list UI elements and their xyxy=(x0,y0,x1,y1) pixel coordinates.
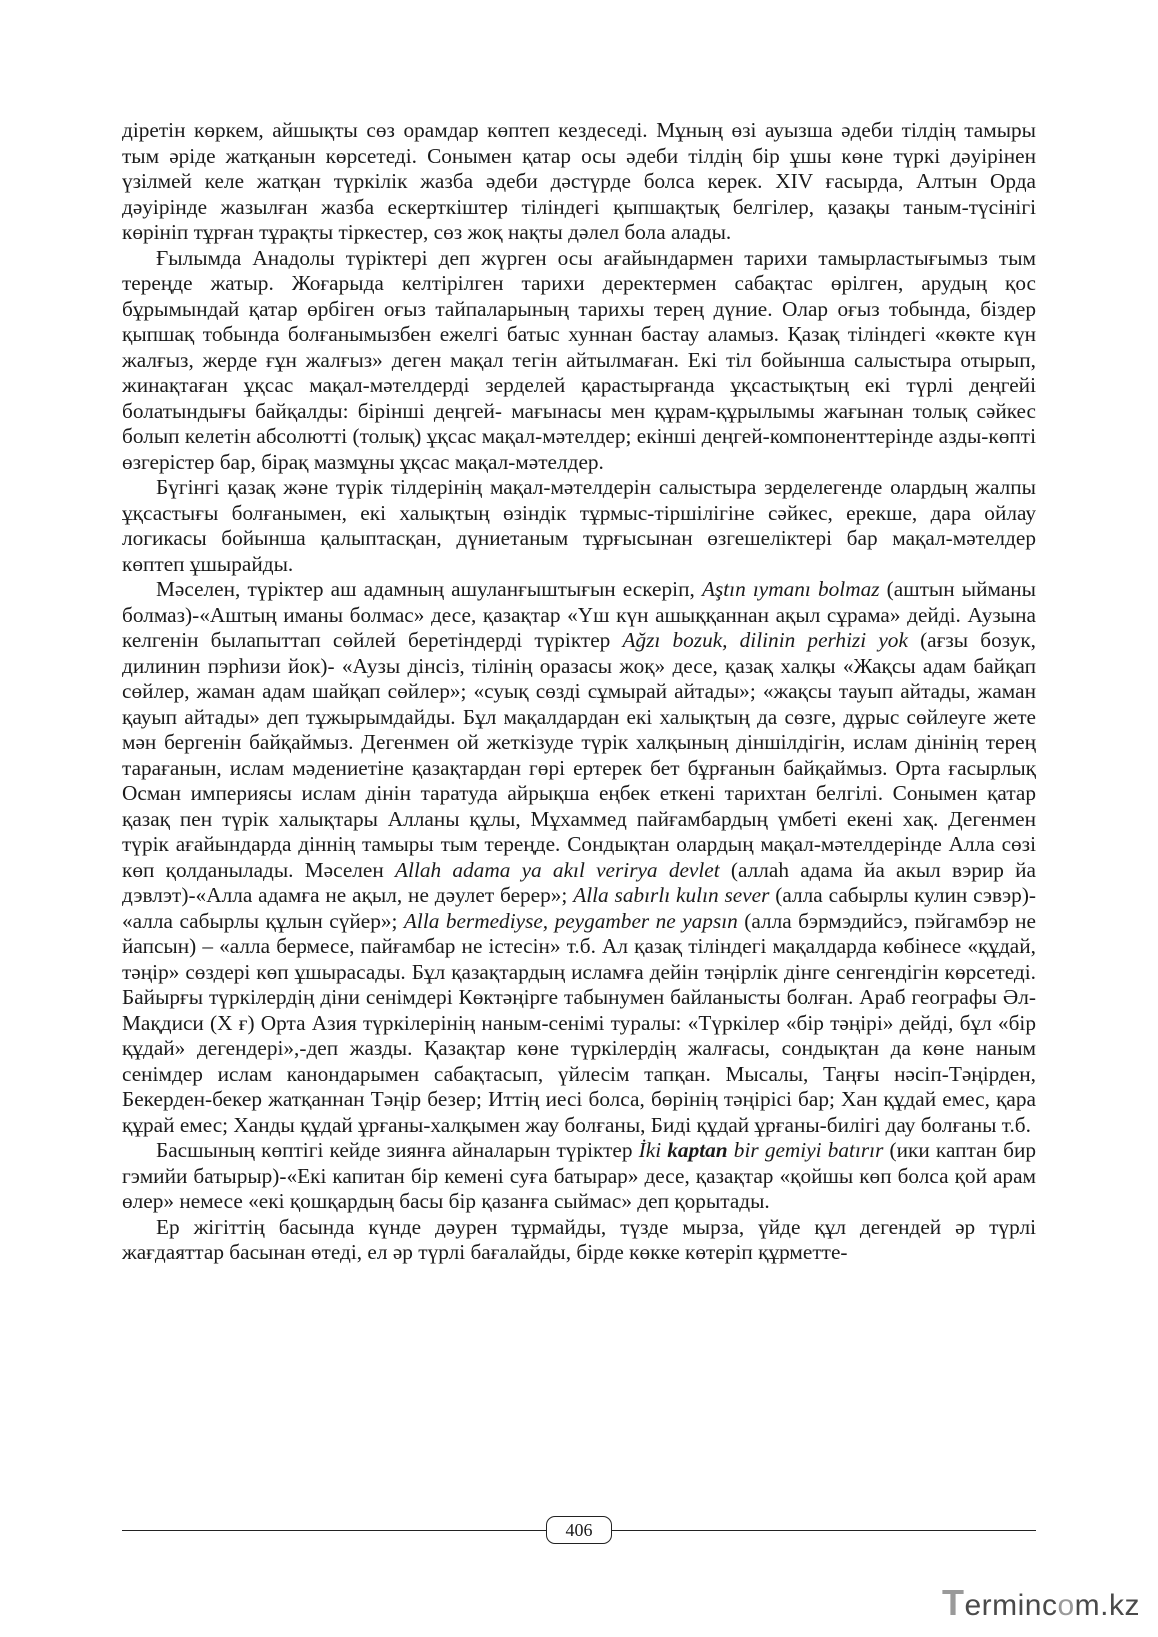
italic-text-segment: İki xyxy=(638,1138,668,1162)
paragraph-4 xyxy=(122,577,1036,1138)
text-segment: (алла сабырлы кулин сэвэр)- «алла сабырлы құлын сүйер»; xyxy=(122,883,1037,933)
text-segment: Басшының көптігі кейде зиянға айналарын түріктер xyxy=(156,1138,639,1162)
text-segment: (ики каптан бир гэмийи батырыр)-«Екі капитан бір кемені суға батырар» десе, қазақтар «қойшы көп болса қой арам өлер» немесе «екі қошқардың басы бір қазанға сыймас» деп қорытады. xyxy=(122,1138,1036,1213)
text-segment: Мәселен, түріктер аш адамның ашуланғыштығын ескеріп, xyxy=(156,577,702,601)
text-segment: Ер жігіттің басында күнде дәурен тұрмайды, түзде мырза, үйде құл дегендей әр түрлі жағдаяттар басынан өтеді, ел әр түрлі бағалайды, бірде көкке көтеріп құрметте- xyxy=(122,1214,1036,1264)
text-segment: (аштын ыйманы болмаз)-«Аштың иманы болмас» десе, қазақтар «Үш күн ашыққаннан ақыл сұрама» дейді. Аузына келгенін былапыттап сөйлей беретіндерді түріктер xyxy=(122,577,1036,652)
page-number: 406 xyxy=(546,1516,612,1544)
watermark-lead-letter: T xyxy=(941,1582,965,1623)
text-segment: (ағзы бозук, дилинин пэрһизи йок)- «Аузы дінсіз, тілінің оразасы жоқ» десе, қазақ халқы «Жақсы адам байқап сөйлер, жаман адам шайқап сөйлер»; «суық сөзді сұмырай айтады»; «жақсы тауып айтады, жаман қауып айтады» деп тұжырымдайды. Бұл мақалдардан екі халықтың да сөзге, дұрыс сөйлеуге жете мән бергенін байқаймыз. Дегенмен ой жеткізуде түрік халқының діншілдігін, ислам дінінің терең тарағанын, ислам мәдениетіне қазақтардан гөрі ертерек бет бұрғанын байқаймыз. Орта ғасырлық Осман империясы ислам дінін таратуда айрықша еңбек еткені тарихтан белгілі. Сонымен қатар қазақ пен түрік халықтары Алланы құлы, Мұхаммед пайғамбардың үмбеті екені хақ. Дегенмен түрік ағайындарда діннің тамыры тым тереңде. Сондықтан олардың мақал-мәтелдерінде Алла сөзі көп қолданылады. Мәселен xyxy=(122,628,1036,882)
italic-text-segment: Ağzı bozuk, dilinin perhizi yok xyxy=(622,628,908,652)
watermark-middle: erminc xyxy=(964,1589,1058,1622)
italic-text-segment: Allah adama ya akıl verirya devlet xyxy=(395,857,720,882)
text-segment: діретін көркем, айшықты сөз орамдар көптеп кездеседі. Мұның өзі ауызша әдеби тілдің тамыры тым әріде жатқанын көрсетеді. Сонымен қатар осы әдеби тілдің бір ұшы көне түркі дәуірінен үзілмей келе жатқан түркілік жазба әдеби дәстүрде болса керек. XIV ғасырда, Алтын Орда дәуірінде жазылған жазба ескерткіштер тіліндегі қыпшақтық белгілер, қазақы таным-түсінігі көрініп тұрған тұрақты тіркестер, сөз жоқ нақты дәлел бола алады. xyxy=(122,118,1036,244)
italic-text-segment: Alla bermediyse, peygamber ne yapsın xyxy=(403,908,738,933)
text-segment: Бүгінгі қазақ және түрік тілдерінің мақал-мәтелдерін салыстыра зерделегенде олардың жалпы ұқсастығы болғанымен, екі халықтың өзіндік тұрмыс-тіршілігіне сәйкес, ерекше, дара ойлау логикасы бойынша қалыптасқан, дүниетаным тұрғысынан өзгешеліктері бар мақал-мәтелдер көптеп ұшырайды. xyxy=(122,475,1036,576)
page-footer xyxy=(122,1516,1036,1546)
paragraph-5 xyxy=(122,1138,1036,1215)
watermark-tail: m.kz xyxy=(1074,1589,1140,1622)
text-segment: (аллаһ адама йа акыл вэрир йа дэвлэт)-«Алла адамға не ақыл, не дәулет берер»; xyxy=(122,857,1036,907)
paragraph-3 xyxy=(122,475,1036,577)
italic-text-segment: kaptan xyxy=(667,1138,728,1162)
paragraph-6 xyxy=(122,1215,1036,1266)
italic-text-segment: bir gemiyi batırır xyxy=(727,1138,884,1162)
text-segment: Ғылымда Анадолы түріктері деп жүрген осы ағайындармен тарихи тамырластығымыз тым тереңде жатыр. Жоғарыда келтірілген тарихи деректермен сабақтас өрілген, арудың қос бұрымындай қатар өрбіген оғыз тайпаларының тарихы терең дүние. Олар оғыз тобында, біздер қыпшақ тобында болғанымызбен ежелгі батыс хуннан бастау аламыз. Қазақ тіліндегі «көкте күн жалғыз, жерде ғұн жалғыз» деген мақал тегін айтылмаған. Екі тіл бойынша салыстыра отырып, жинақтаған ұқсас мақал-мәтелдерді зерделей қарастырғанда ұқсастықтың екі түрлі деңгейі болатындығы байқалды: бірінші деңгей- мағынасы мен құрам-құрылымы жағынан толық сәйкес болып келетін абсолютті (толық) ұқсас мақал-мәтелдер; екінші деңгей-компоненттерінде азды-көпті өзгерістер бар, бірақ мазмұны ұқсас мақал-мәтелдер. xyxy=(122,245,1036,474)
document-body xyxy=(122,118,1036,1266)
paragraph-1 xyxy=(122,118,1036,246)
italic-text-segment: Aştın ıymanı bolmaz xyxy=(701,577,880,601)
paragraph-2 xyxy=(122,246,1036,476)
text-segment: (алла бэрмэдийсэ, пэйгамбэр не йапсын) – «алла бермесе, пайғамбар не істесін» т.б. Ал қазақ тіліндегі мақалдарда көбінесе «құдай, тәңір» сөздері көп ұшырасады. Бұл қазақтардың исламға дейін тәңірлік дінге сенгендігін көрсетеді. Байырғы түркілердің діни сенімдері Көктәңірге табынумен байланысты болған. Араб географы Әл-Мақдиси (Х ғ) Орта Азия түркілерінің наным-сенімі туралы: «Түркілер «бір тәңірі» дейді, бұл «бір құдай» дегендері»,-деп жазды. Қазақтар көне түркілердің жалғасы, сондықтан да көне наным сенімдер ислам канондарымен сабақтасып, үйлесім тапқан. Мысалы, Таңғы нәсіп-Тәңірден, Бекерден-бекер жатқаннан Тәңір безер; Иттің иесі болса, бөрінің тәңірісі бар; Хан құдай емес, қара құрай емес; Ханды құдай ұрғаны-халқымен жау болғаны, Биді құдай ұрғаны-билігі дау болғаны т.б. xyxy=(122,908,1036,1137)
site-watermark[interactable] xyxy=(942,1582,1140,1622)
watermark-o-mark: o xyxy=(1057,1589,1075,1622)
italic-text-segment: Alla sabırlı kulın sever xyxy=(573,883,770,907)
